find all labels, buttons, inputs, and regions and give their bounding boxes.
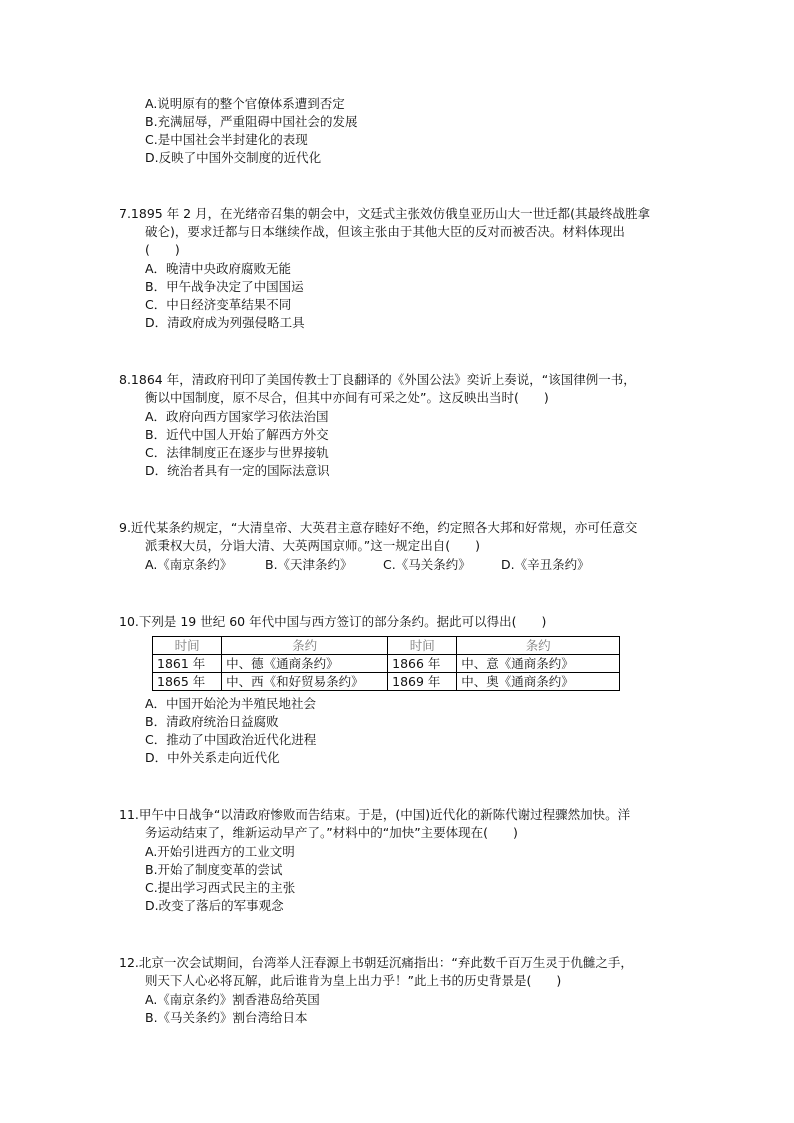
table-cell: 中、德《通商条约》 — [222, 655, 388, 673]
header-time-1: 时间 — [153, 637, 222, 655]
q8-stem-line-2: 衡以中国制度，原不尽合，但其中亦间有可采之处”。这反映出当时( ) — [145, 390, 549, 405]
q12-option-a[interactable]: A.《南京条约》割香港岛给英国 — [145, 992, 320, 1007]
q8-option-d[interactable]: D．统治者具有一定的国际法意识 — [145, 463, 330, 478]
header-treaty-2: 条约 — [457, 637, 620, 655]
q12-stem-line-1: 12.北京一次会试期间，台湾举人汪春源上书朝廷沉痛指出：“弃此数千百万生灵于仇雠之手， — [119, 955, 633, 970]
q8-option-a[interactable]: A．政府向西方国家学习依法治国 — [145, 409, 329, 424]
q7-option-a[interactable]: A．晚清中央政府腐败无能 — [145, 261, 292, 276]
q12-option-b[interactable]: B.《马关条约》割台湾给日本 — [145, 1010, 308, 1025]
q7-stem-line-2: 破仑)，要求迁都与日本继续作战，但该主张由于其他大臣的反对而被否决。材料体现出 — [145, 224, 625, 239]
q7-stem-line-1: 7.1895 年 2 月，在光绪帝召集的朝会中，文廷式主张效仿俄皇亚历山大一世迁都(其最终战胜拿 — [119, 206, 650, 221]
q9-option-c[interactable]: C.《马关条约》 — [383, 557, 471, 572]
q10-option-c[interactable]: C．推动了中国政治近代化进程 — [145, 732, 317, 747]
q11-option-c[interactable]: C.提出学习西式民主的主张 — [145, 880, 296, 895]
q11-stem-line-1: 11.甲午中日战争“以清政府惨败而告结束。于是，(中国)近代化的新陈代谢过程骤然加快。洋 — [119, 807, 631, 822]
q10-option-d[interactable]: D．中外关系走向近代化 — [145, 750, 280, 765]
table-row — [153, 673, 620, 691]
q11-option-d[interactable]: D.改变了落后的军事观念 — [145, 898, 284, 913]
table-cell: 1865 年 — [153, 673, 222, 691]
q11-stem-line-2: 务运动结束了，维新运动早产了。”材料中的“加快”主要体现在( ) — [145, 825, 518, 840]
q9-option-d[interactable]: D.《辛丑条约》 — [501, 557, 590, 572]
q6-option-d[interactable]: D.反映了中国外交制度的近代化 — [145, 150, 322, 165]
header-treaty-1: 条约 — [222, 637, 388, 655]
q9-stem-line-1: 9.近代某条约规定，“大清皇帝、大英君主意存睦好不绝，约定照各大邦和好常规，亦可任意交 — [119, 520, 638, 535]
table-cell: 中、意《通商条约》 — [457, 655, 620, 673]
q6-option-b[interactable]: B.充满屈辱，严重阻碍中国社会的发展 — [145, 114, 358, 129]
q12-stem-line-2: 则天下人心必将瓦解，此后谁肯为皇上出力乎！”此上书的历史背景是( ) — [145, 973, 562, 988]
q8-option-c[interactable]: C．法律制度正在逐步与世界接轨 — [145, 445, 329, 460]
q7-option-d[interactable]: D．清政府成为列强侵略工具 — [145, 315, 305, 330]
q6-option-a[interactable]: A.说明原有的整个官僚体系遭到否定 — [145, 96, 345, 111]
q7-option-b[interactable]: B．甲午战争决定了中国国运 — [145, 279, 304, 294]
q9-options-row — [145, 556, 590, 574]
table-row — [153, 655, 620, 673]
treaty-table-header — [153, 637, 620, 655]
table-cell: 1861 年 — [153, 655, 222, 673]
table-cell: 1869 年 — [388, 673, 457, 691]
q7-option-c[interactable]: C．中日经济变革结果不同 — [145, 297, 292, 312]
q8-stem-line-1: 8.1864 年，清政府刊印了美国传教士丁良翻译的《外国公法》奕䜣上奏说，“该国律例一书， — [119, 372, 636, 387]
q10-stem: 10.下列是 19 世纪 60 年代中国与西方签订的部分条约。据此可以得出( ) — [119, 614, 547, 629]
header-time-2: 时间 — [388, 637, 457, 655]
q11-option-a[interactable]: A.开始引进西方的工业文明 — [145, 844, 295, 859]
q9-option-b[interactable]: B.《天津条约》 — [265, 557, 353, 572]
treaty-table — [152, 636, 620, 691]
q7-answer-blank: ( ) — [145, 242, 180, 257]
table-cell: 中、奥《通商条约》 — [457, 673, 620, 691]
q9-option-a[interactable]: A.《南京条约》 — [145, 557, 233, 572]
q6-option-c[interactable]: C.是中国社会半封建化的表现 — [145, 132, 308, 147]
q10-option-b[interactable]: B．清政府统治日益腐败 — [145, 714, 279, 729]
table-cell: 中、西《和好贸易条约》 — [222, 673, 388, 691]
q9-stem-line-2: 派秉权大员，分诣大清、大英两国京师。”这一规定出自( ) — [145, 538, 480, 553]
q10-option-a[interactable]: A．中国开始沦为半殖民地社会 — [145, 696, 317, 711]
q11-option-b[interactable]: B.开始了制度变革的尝试 — [145, 862, 283, 877]
q8-option-b[interactable]: B．近代中国人开始了解西方外交 — [145, 427, 329, 442]
table-cell: 1866 年 — [388, 655, 457, 673]
